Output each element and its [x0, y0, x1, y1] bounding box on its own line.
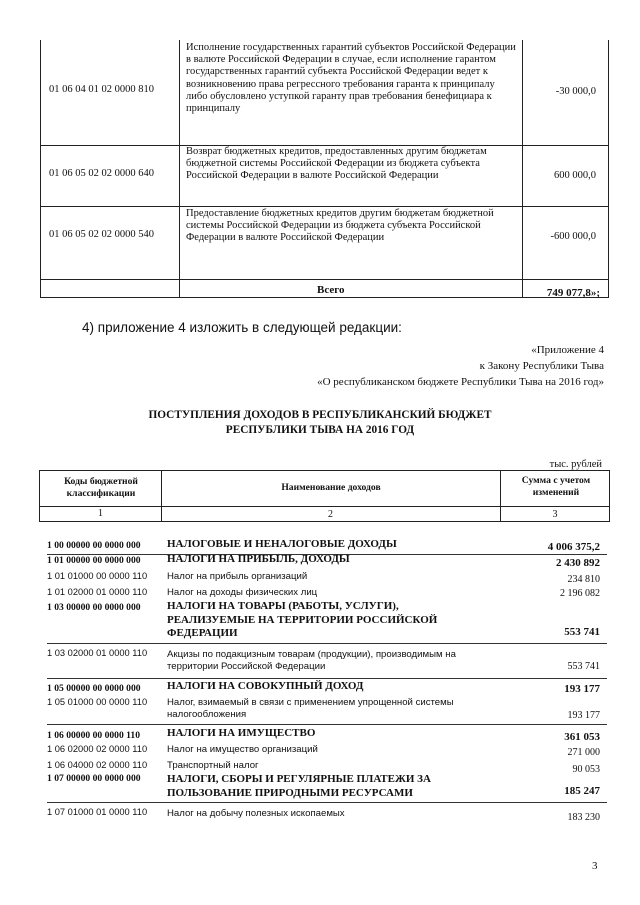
row-amount: 361 053 [564, 731, 600, 743]
row-code: 1 06 04000 02 0000 110 [47, 760, 148, 770]
col-number-3: 3 [552, 509, 558, 520]
row-code: 1 06 00000 00 0000 110 [47, 730, 141, 741]
row-name: НАЛОГИ НА ТОВАРЫ (РАБОТЫ, УСЛУГИ), РЕАЛИЗУЕМЫЕ НА ТЕРРИТОРИИ РОССИЙСКОЙ ФЕДЕРАЦИИ [167, 600, 438, 639]
row-code: 01 06 04 01 02 0000 810 [49, 84, 154, 95]
row-divider [41, 279, 608, 280]
row-amount: 234 810 [567, 574, 600, 585]
row-amount: 90 053 [572, 764, 600, 775]
row-description: Исполнение государственных гарантий субъектов Российской Федерации в валюте Российской Федерации в случае, если исполнение гарантом государственных гарантий субъекта Российской Федерации ведет к возникновению права регрессного требования гаранта к принципалу либо обусловлено уступкой гаранту прав требования бенефициара к принципалу [186, 42, 516, 115]
row-code: 01 06 05 02 02 0000 540 [49, 229, 154, 240]
col-number-2: 2 [328, 509, 333, 520]
appendix-line-1: «Приложение 4 [531, 344, 604, 356]
row-code: 1 01 01000 00 0000 110 [47, 571, 148, 581]
row-code: 1 03 00000 00 0000 000 [47, 602, 141, 613]
row-code: 01 06 05 02 02 0000 640 [49, 168, 154, 179]
row-amount: 553 741 [567, 661, 600, 672]
row-separator [47, 724, 607, 725]
row-amount: 183 230 [567, 812, 600, 823]
row-code: 1 05 00000 00 0000 000 [47, 683, 141, 694]
row-name: Налог на доходы физических лиц [167, 587, 318, 598]
row-separator [47, 802, 607, 803]
row-amount: 193 177 [567, 710, 600, 721]
title-line-2: РЕСПУБЛИКИ ТЫВА НА 2016 ГОД [225, 424, 415, 436]
row-amount: 271 000 [567, 747, 600, 758]
column-divider [179, 40, 180, 297]
row-name: НАЛОГИ НА ПРИБЫЛЬ, ДОХОДЫ [167, 553, 350, 565]
appendix-line-3: «О республиканском бюджете Республики Тыва на 2016 год» [317, 376, 604, 388]
row-code: 1 07 01000 01 0000 110 [47, 807, 148, 817]
row-name: Налог на имущество организаций [167, 744, 318, 755]
revenue-table-header [39, 470, 610, 522]
document-title [0, 408, 640, 438]
row-amount: 2 430 892 [556, 557, 600, 569]
row-amount: 600 000,0 [554, 170, 596, 181]
col-number-1: 1 [98, 508, 103, 519]
continued-sources-table [40, 40, 609, 298]
row-separator [47, 643, 607, 644]
row-amount: 553 741 [564, 626, 600, 638]
row-name: Налог на добычу полезных ископаемых [167, 808, 345, 819]
appendix-line-2: к Закону Республики Тыва [479, 360, 604, 372]
row-amount: 2 196 082 [560, 588, 600, 599]
row-amount: 185 247 [564, 785, 600, 797]
units-label: тыс. рублей [549, 459, 602, 470]
row-code: 1 01 00000 00 0000 000 [47, 555, 141, 566]
row-separator [47, 678, 607, 679]
row-description: Возврат бюджетных кредитов, предоставленных другим бюджетам бюджетной системы Российской Федерации из бюджета субъекта Российской Федерации в валюте Российской Федерации [186, 146, 487, 182]
header-name: Наименование доходов [281, 482, 381, 493]
total-amount: 749 077,8»; [546, 287, 600, 299]
row-code: 1 07 00000 00 0000 000 [47, 773, 141, 784]
row-name: Акцизы по подакцизным товарам (продукции), производимым на территории Российской Федерации [167, 649, 456, 672]
row-name: НАЛОГИ НА ИМУЩЕСТВО [167, 727, 316, 739]
row-name: Налог, взимаемый в связи с применением упрощенной системы налогообложения [167, 697, 454, 720]
header-codes: Коды бюджетной классификации [64, 476, 138, 499]
row-amount: 4 006 375,2 [547, 541, 600, 553]
title-line-1: ПОСТУПЛЕНИЯ ДОХОДОВ В РЕСПУБЛИКАНСКИЙ БЮДЖЕТ [148, 409, 492, 421]
row-code: 1 05 01000 00 0000 110 [47, 697, 148, 707]
row-code: 1 03 02000 01 0000 110 [47, 648, 148, 658]
row-code: 1 01 02000 01 0000 110 [47, 587, 148, 597]
row-name: НАЛОГИ, СБОРЫ И РЕГУЛЯРНЫЕ ПЛАТЕЖИ ЗА ПОЛЬЗОВАНИЕ ПРИРОДНЫМИ РЕСУРСАМИ [167, 773, 431, 799]
row-description: Предоставление бюджетных кредитов другим бюджетам бюджетной системы Российской Федерации из бюджета субъекта Российской Федерации в валюте Российской Федерации [186, 208, 494, 244]
row-name: НАЛОГОВЫЕ И НЕНАЛОГОВЫЕ ДОХОДЫ [167, 538, 397, 550]
row-code: 1 06 02000 02 0000 110 [47, 744, 148, 754]
amendment-item-4: 4) приложение 4 изложить в следующей редакции: [82, 320, 402, 335]
row-name: Транспортный налог [167, 760, 259, 771]
page-number: 3 [592, 860, 598, 872]
row-name: НАЛОГИ НА СОВОКУПНЫЙ ДОХОД [167, 680, 364, 692]
row-amount: -30 000,0 [555, 86, 596, 97]
total-label: Всего [317, 284, 345, 296]
row-amount: 193 177 [564, 683, 600, 695]
row-divider [40, 506, 609, 507]
column-divider [522, 40, 523, 297]
row-amount: -600 000,0 [550, 231, 596, 242]
header-amount: Сумма с учетом изменений [521, 475, 591, 498]
row-name: Налог на прибыль организаций [167, 571, 308, 582]
row-code: 1 00 00000 00 0000 000 [47, 540, 141, 551]
row-divider [41, 206, 608, 207]
